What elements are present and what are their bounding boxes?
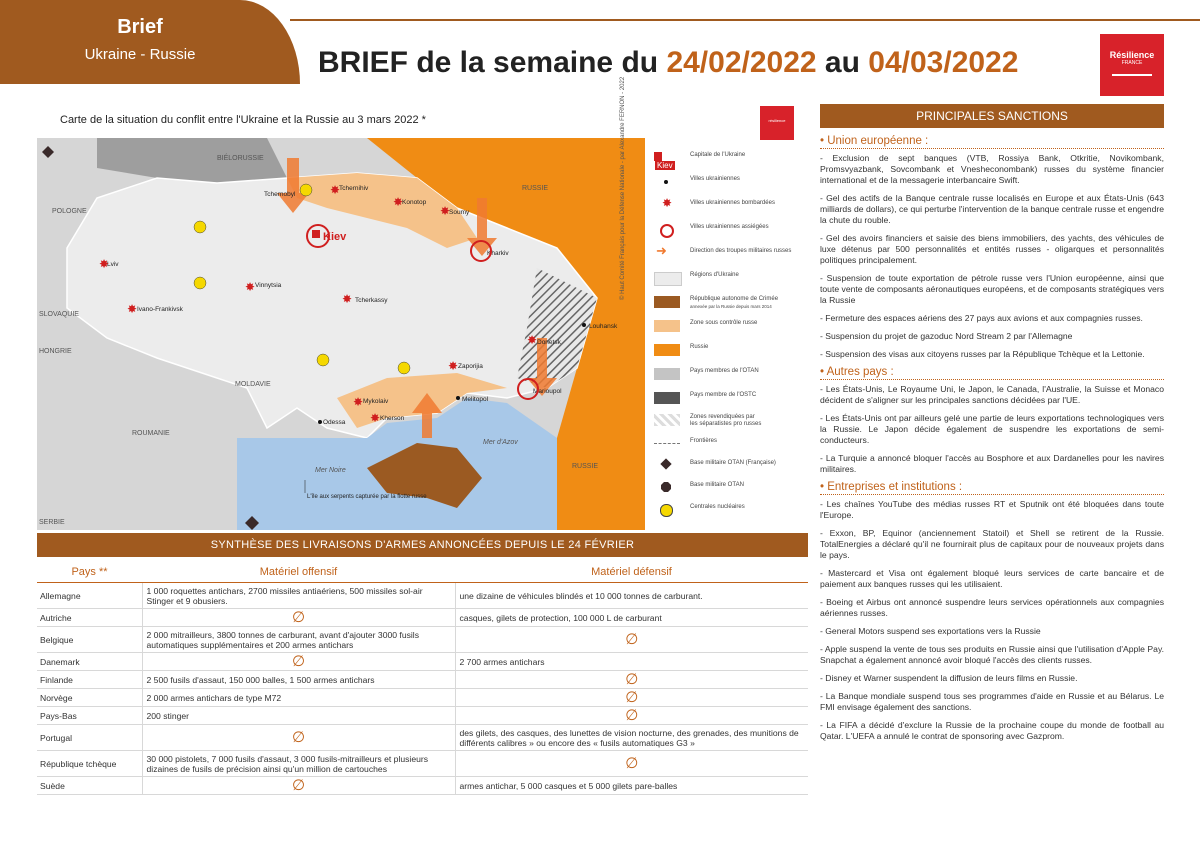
sanction-item: - Suspension des visas aux citoyens russes par la République Tchèque et la Lettonie. — [820, 349, 1145, 359]
base-fr-icon — [654, 460, 680, 472]
legend-arrow: ➜ Direction des troupes militaires russes — [656, 243, 792, 258]
legend-zone: Zone sous contrôle russe — [652, 318, 812, 336]
empty-set-icon: ∅ — [455, 689, 808, 707]
empty-set-icon: ∅ — [142, 653, 455, 671]
cell-offensive: 30 000 pistolets, 7 000 fusils d'assaut, 3 000 fusils-mitrailleurs et plusieurs dizaines de fusils de précision ainsi qu'un million de cartouches — [142, 751, 455, 777]
legend-siege: Villes ukrainiennes assiégées — [652, 222, 812, 240]
city-louhansk: Louhansk — [589, 323, 618, 330]
legend-bombed: ✸ Villes ukrainiennes bombardées — [652, 198, 812, 216]
city-dot — [456, 396, 460, 400]
empty-set-icon: ∅ — [142, 725, 455, 751]
date-end: 04/03/2022 — [868, 46, 1019, 79]
base-icon — [654, 482, 680, 494]
sanction-item: - Mastercard et Visa ont également bloqué leurs services de carte bancaire et de paiement aux banques russes qui les utilisaient. — [820, 568, 1164, 589]
capital-icon: Kiev — [654, 152, 680, 164]
table-row — [37, 707, 808, 725]
legend-nuclear: Centrales nucléaires — [652, 502, 812, 520]
brief-tab — [0, 0, 300, 84]
claimed-swatch — [654, 414, 680, 426]
map-logo-text: résilience — [768, 118, 786, 123]
cell-country: Autriche — [37, 609, 142, 627]
table-row — [37, 751, 808, 777]
arrow-icon: ➜ — [656, 243, 667, 258]
city-soumy: Soumy — [449, 209, 470, 216]
col-header-defensive: Matériel défensif — [455, 562, 808, 583]
cell-country: République tchèque — [37, 751, 142, 777]
border-swatch — [654, 443, 680, 444]
sanction-item: - Exxon, BP, Equinor (anciennement Statoil) et Shell se retirent de la Russie. TotalEnergies a déclaré qu'il ne fournirait plus de capitaux pour de nouveaux projets dans le pays. — [820, 528, 1164, 560]
ostc-swatch — [654, 392, 680, 404]
legend-otan: Pays membres de l'OTAN — [652, 366, 812, 384]
sanction-item: - Les États-Unis, Le Royaume Uni, le Japon, le Canada, l'Australie, la Suisse et Monaco décident de s'aligner sur les principales sanctions décidées par l'UE. — [820, 384, 1164, 405]
zone-swatch — [654, 320, 680, 332]
capital-marker — [312, 230, 320, 238]
logo-text: Résilience — [1109, 50, 1155, 60]
city-tchernobyl: Tchernobyl — [264, 191, 296, 198]
weapons-header: SYNTHÈSE DES LIVRAISONS D'ARMES ANNONCÉES DEPUIS LE 24 FÉVRIER — [37, 533, 808, 557]
empty-set-icon: ∅ — [455, 707, 808, 725]
sanction-item: - General Motors suspend ses exportations vers la Russie — [820, 626, 1041, 636]
cell-defensive: casques, gilets de protection, 100 000 L de carburant — [455, 609, 808, 627]
nuclear-icon — [654, 504, 680, 516]
city-tcherkassy: Tcherkassy — [355, 297, 388, 304]
weapons-table — [37, 562, 808, 795]
label-pologne: POLOGNE — [52, 208, 87, 215]
map-logo — [760, 106, 794, 140]
city-kherson: Kherson — [380, 415, 405, 422]
sanction-item: - Exclusion de sept banques (VTB, Rossiya Bank, Otkritie, Novikombank, Promsvyazbank, Sovcombank et Vnesheconombank) russes du système financier international et de la messagerie interbancaire Swift. — [820, 153, 1164, 185]
section-title: • Autres pays : — [820, 367, 1164, 380]
legend-claimed: Zones revendiquées par les séparatistes pro russes — [652, 412, 812, 430]
city-konotop: Konotop — [402, 199, 427, 206]
map-credit: © Haut Comité Français pour la Défense Nationale - par Alexandre FERNON - 2022 — [620, 76, 626, 300]
label-russie-north: RUSSIE — [522, 185, 549, 192]
bombed-icon: ✸ — [370, 411, 381, 425]
nuclear-icon — [194, 221, 206, 233]
label-moldavie: MOLDAVIE — [235, 381, 271, 388]
empty-set-icon: ∅ — [455, 627, 808, 653]
header-rule — [290, 19, 1200, 21]
sanction-section-eu — [820, 136, 1164, 360]
bombed-icon: ✸ — [662, 196, 673, 210]
table-row — [37, 609, 808, 627]
sanction-item: - Boeing et Airbus ont annoncé suspendre leurs services opérationnels aux compagnies aériennes russes. — [820, 597, 1164, 618]
empty-set-icon: ∅ — [142, 609, 455, 627]
russia-swatch — [654, 344, 680, 356]
sanction-item: - Fermeture des espaces aériens des 27 pays aux avions et aux compagnies russes. — [820, 313, 1143, 323]
nuclear-icon — [194, 277, 206, 289]
crimea-swatch — [654, 296, 680, 308]
sanction-item: - Gel des avoirs financiers et saisie des biens immobiliers, des yachts, des véhicules de luxe détenus par 500 personnalités et entités russes - oligarques et personnalités politiques principalement. — [820, 233, 1164, 265]
city-dot — [318, 420, 322, 424]
table-row — [37, 689, 808, 707]
label-hongrie: HONGRIE — [39, 348, 72, 355]
sanction-section-other — [820, 367, 1164, 475]
legend-russia: Russie — [652, 342, 812, 360]
otan-swatch — [654, 368, 680, 380]
legend-city: Villes ukrainiennes — [652, 174, 812, 192]
logo-sub: FRANCE — [1121, 60, 1143, 66]
page-title — [318, 46, 1018, 80]
cell-offensive: 200 stinger — [142, 707, 455, 725]
city-ivano-frankivsk: Ivano-Frankivsk — [137, 306, 183, 313]
bombed-icon: ✸ — [99, 257, 110, 271]
city-odessa: Odessa — [323, 419, 346, 426]
nuclear-icon — [300, 184, 312, 196]
label-serbie: SERBIE — [39, 519, 65, 526]
city-marioupol: Marioupol — [533, 388, 562, 395]
regions-swatch — [654, 272, 682, 286]
cell-country: Portugal — [37, 725, 142, 751]
logo-figures — [1112, 74, 1152, 86]
table-row — [37, 777, 808, 795]
city-dot-icon — [654, 176, 680, 188]
table-row — [37, 583, 808, 609]
city-zaporijia: Zaporijia — [458, 363, 483, 370]
cell-defensive: une dizaine de véhicules blindés et 10 000 tonnes de carburant. — [455, 583, 808, 609]
table-row — [37, 671, 808, 689]
nuclear-icon — [317, 354, 329, 366]
col-header-offensive: Matériel offensif — [142, 562, 455, 583]
cell-country: Pays-Bas — [37, 707, 142, 725]
bombed-icon: ✸ — [448, 359, 459, 373]
city-dot — [582, 323, 586, 327]
resilience-logo — [1100, 34, 1164, 96]
bombed-icon: ✸ — [440, 204, 451, 218]
section-title: • Entreprises et institutions : — [820, 482, 1164, 495]
col-header-country: Pays ** — [37, 562, 142, 583]
brief-subtitle: Ukraine - Russie — [84, 46, 196, 63]
city-tchernihiv: Tchernihiv — [339, 185, 369, 192]
label-roumanie: ROUMANIE — [132, 430, 170, 437]
cell-country: Belgique — [37, 627, 142, 653]
sanction-item: - Les chaînes YouTube des médias russes RT et Sputnik ont été bloquées dans toute l'Europe. — [820, 499, 1164, 520]
cell-country: Danemark — [37, 653, 142, 671]
bombed-icon: ✸ — [127, 302, 138, 316]
capital-label: Kiev — [323, 231, 347, 243]
empty-set-icon: ∅ — [455, 751, 808, 777]
city-lviv: Lviv — [107, 261, 119, 268]
empty-set-icon: ∅ — [455, 671, 808, 689]
cell-offensive: 2 500 fusils d'assaut, 150 000 balles, 1 500 armes antichars — [142, 671, 455, 689]
label-mer-azov: Mer d'Azov — [483, 439, 518, 446]
map-caption: Carte de la situation du conflit entre l'Ukraine et la Russie au 3 mars 2022 * — [60, 114, 426, 126]
sanction-item: - Suspension du projet de gazoduc Nord Stream 2 par l'Allemagne — [820, 331, 1073, 341]
conflict-map — [37, 138, 645, 530]
label-slovaquie: SLOVAQUIE — [39, 311, 79, 318]
bombed-icon: ✸ — [330, 183, 341, 197]
sanction-item: - La FIFA a décidé d'exclure la Russie de la prochaine coupe du monde de football au Qatar. L'UEFA a annulé le contrat de sponsoring avec Gazprom. — [820, 720, 1164, 741]
headline-mid: au — [816, 46, 869, 79]
table-row — [37, 627, 808, 653]
cell-defensive: armes antichar, 5 000 casques et 5 000 gilets pare-balles — [455, 777, 808, 795]
city-donetsk: Donetsk — [537, 339, 561, 346]
cell-country: Norvège — [37, 689, 142, 707]
legend-regions: Régions d'Ukraine — [652, 270, 812, 288]
siege-icon — [654, 224, 680, 236]
headline-prefix: BRIEF de la semaine du — [318, 46, 667, 79]
snake-island-label: L'île aux serpents capturée par la flotte russe — [307, 494, 427, 500]
cell-offensive: 2 000 mitrailleurs, 3800 tonnes de carburant, avant d'ajouter 3000 fusils automatiques supplémentaires et 200 armes antichars — [142, 627, 455, 653]
cell-country: Suède — [37, 777, 142, 795]
weapons-rows — [37, 583, 808, 795]
sanction-item: - La Turquie a annoncé bloquer l'accès au Bosphore et aux Dardanelles pour les navires militaires. — [820, 453, 1164, 474]
city-vinnytsia: Vinnytsia — [255, 282, 282, 289]
city-kharkiv: Kharkiv — [487, 250, 509, 257]
bombed-icon: ✸ — [353, 395, 364, 409]
cell-offensive: 1 000 roquettes antichars, 2700 missiles antiaériens, 500 missiles sol-air Stinger et 9 obusiers. — [142, 583, 455, 609]
empty-set-icon: ∅ — [142, 777, 455, 795]
label-russie-south: RUSSIE — [572, 463, 599, 470]
sanction-item: - Apple suspend la vente de tous ses produits en Russie ainsi que l'utilisation d'Apple Pay. Snapchat a également annoncé avoir bloqué l'accès des clients russes. — [820, 644, 1164, 665]
legend-crimea: République autonome de Crimée annexée par la Russie depuis mars 2014 — [652, 294, 812, 312]
legend-base-fr: Base militaire OTAN (Française) — [652, 458, 812, 476]
sanction-item: - Disney et Warner suspendent la diffusion de leurs films en Russie. — [820, 673, 1078, 683]
legend-base: Base militaire OTAN — [652, 480, 812, 498]
label-mer-noire: Mer Noire — [315, 467, 346, 474]
sanction-item: - Gel des actifs de la Banque centrale russe localisés en Europe et aux États-Unis (643 milliards de dollars), ce qui perturbe l'intervention de la banque centrale russe et engendre la chute du rouble. — [820, 193, 1164, 225]
table-row — [37, 725, 808, 751]
legend-ostc: Pays membre de l'OSTC — [652, 390, 812, 408]
sanction-section-companies — [820, 482, 1164, 742]
cell-defensive: des gilets, des casques, des lunettes de vision nocturne, des grenades, des munitions de différents calibres » ou encore des « fusils automatiques G3 » — [455, 725, 808, 751]
cell-defensive: 2 700 armes antichars — [455, 653, 808, 671]
bombed-icon: ✸ — [342, 292, 353, 306]
bombed-icon: ✸ — [245, 280, 256, 294]
sanction-item: - Suspension de toute exportation de pétrole russe vers l'Union européenne, ainsi que toute vente de composants aéronautiques européens, et de composants stratégiques vers la Russie — [820, 273, 1164, 305]
sanction-item: - Les États-Unis ont par ailleurs gelé une partie de leurs exportations technologiques vers la Russie. Le Japon décide également de suspendre les exportations de semi-conducteurs. — [820, 413, 1164, 445]
bombed-icon: ✸ — [527, 333, 538, 347]
cell-offensive: 2 000 armes antichars de type M72 — [142, 689, 455, 707]
sanctions-panel — [820, 136, 1164, 749]
map-svg — [37, 138, 645, 530]
cell-country: Allemagne — [37, 583, 142, 609]
brief-title: Brief — [117, 16, 163, 38]
cell-country: Finlande — [37, 671, 142, 689]
section-title: • Union européenne : — [820, 136, 1164, 149]
legend-capital: Kiev Capitale de l'Ukraine — [652, 150, 812, 168]
table-row — [37, 653, 808, 671]
legend-border: Frontières — [652, 436, 812, 454]
city-melitopol: Melitopol — [462, 396, 489, 403]
sanctions-header: PRINCIPALES SANCTIONS — [820, 104, 1164, 128]
nuclear-icon — [398, 362, 410, 374]
bombed-icon: ✸ — [393, 195, 404, 209]
date-start: 24/02/2022 — [666, 46, 817, 79]
sanction-item: - La Banque mondiale suspend tous ses programmes d'aide en Russie et au Bélarus. Le FMI envisage également des sanctions. — [820, 691, 1164, 712]
city-mykolaiv: Mykolaiv — [363, 398, 389, 405]
table-header-row — [37, 562, 808, 583]
label-bielorussie: BIÉLORUSSIE — [217, 155, 264, 162]
